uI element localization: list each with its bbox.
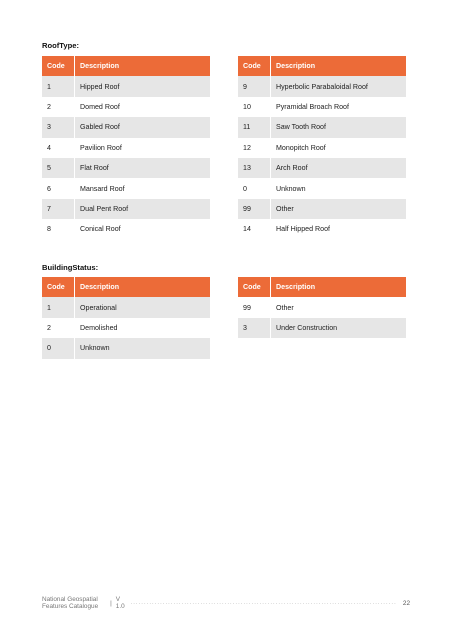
column-header-description: Description [75, 56, 211, 76]
description-cell: Gabled Roof [75, 117, 211, 137]
table-row [238, 97, 406, 117]
code-cell: 3 [238, 318, 271, 338]
footer-dot-leader: ................................................................................................... [130, 600, 397, 606]
page-number: 22 [402, 599, 410, 607]
description-cell: Dual Pent Roof [75, 199, 211, 219]
code-cell: 11 [238, 117, 271, 137]
code-cell: 5 [42, 158, 75, 178]
table-header-row [42, 56, 210, 76]
code-cell: 14 [238, 219, 271, 239]
code-cell: 1 [42, 297, 75, 317]
description-cell: Other [271, 297, 407, 317]
table-row [42, 158, 210, 178]
table-header-row [42, 277, 210, 297]
footer-separator: | [110, 599, 112, 607]
description-cell: Under Construction [271, 318, 407, 338]
section-title-roof-type: RoofType: [42, 41, 79, 50]
code-cell: 6 [42, 178, 75, 198]
table-row [42, 318, 210, 338]
description-cell: Unknown [75, 338, 211, 358]
description-cell: Half Hipped Roof [271, 219, 407, 239]
description-cell: Conical Roof [75, 219, 211, 239]
description-cell: Other [271, 199, 407, 219]
table-row [42, 338, 210, 358]
description-cell: Mansard Roof [75, 178, 211, 198]
description-cell: Hipped Roof [75, 76, 211, 96]
footer-version: V 1.0 [115, 596, 125, 610]
description-cell: Unknown [271, 178, 407, 198]
table-header-row [238, 56, 406, 76]
description-cell: Monopitch Roof [271, 138, 407, 158]
column-header-description: Description [75, 277, 211, 297]
table-row [238, 158, 406, 178]
code-cell: 0 [42, 338, 75, 358]
code-cell: 9 [238, 76, 271, 96]
footer-title: National Geospatial Features Catalogue [42, 596, 99, 610]
table-row [42, 76, 210, 96]
code-cell: 7 [42, 199, 75, 219]
table-row [238, 318, 406, 338]
description-cell: Arch Roof [271, 158, 407, 178]
table-row [42, 117, 210, 137]
table-header-row [238, 277, 406, 297]
description-cell: Saw Tooth Roof [271, 117, 407, 137]
description-cell: Domed Roof [75, 97, 211, 117]
code-cell: 1 [42, 76, 75, 96]
description-cell: Pavilion Roof [75, 138, 211, 158]
table-row [42, 297, 210, 317]
code-cell: 99 [238, 297, 271, 317]
table-row [42, 219, 210, 239]
code-cell: 8 [42, 219, 75, 239]
code-cell: 0 [238, 178, 271, 198]
table-row [238, 178, 406, 198]
code-cell: 2 [42, 318, 75, 338]
description-cell: Hyperbolic Parabaloidal Roof [271, 76, 407, 96]
column-header-description: Description [271, 56, 407, 76]
column-header-description: Description [271, 277, 407, 297]
description-cell: Operational [75, 297, 211, 317]
column-header-code: Code [42, 277, 75, 297]
roof-type-table-left [42, 56, 210, 240]
table-row [42, 199, 210, 219]
description-cell: Pyramidal Broach Roof [271, 97, 407, 117]
code-cell: 3 [42, 117, 75, 137]
column-header-code: Code [238, 277, 271, 297]
description-cell: Flat Roof [75, 158, 211, 178]
code-cell: 13 [238, 158, 271, 178]
building-status-table-right [238, 277, 406, 338]
table-row [42, 97, 210, 117]
table-row [238, 297, 406, 317]
code-cell: 99 [238, 199, 271, 219]
code-cell: 12 [238, 138, 271, 158]
code-cell: 2 [42, 97, 75, 117]
table-row [238, 199, 406, 219]
description-cell: Demolished [75, 318, 211, 338]
roof-type-table-right [238, 56, 406, 240]
code-cell: 4 [42, 138, 75, 158]
section-title-building-status: BuildingStatus: [42, 263, 99, 272]
page-footer [42, 598, 410, 608]
table-row [42, 138, 210, 158]
table-row [238, 76, 406, 96]
building-status-table-left [42, 277, 210, 359]
table-row [42, 178, 210, 198]
column-header-code: Code [238, 56, 271, 76]
table-row [238, 219, 406, 239]
column-header-code: Code [42, 56, 75, 76]
table-row [238, 138, 406, 158]
code-cell: 10 [238, 97, 271, 117]
table-row [238, 117, 406, 137]
